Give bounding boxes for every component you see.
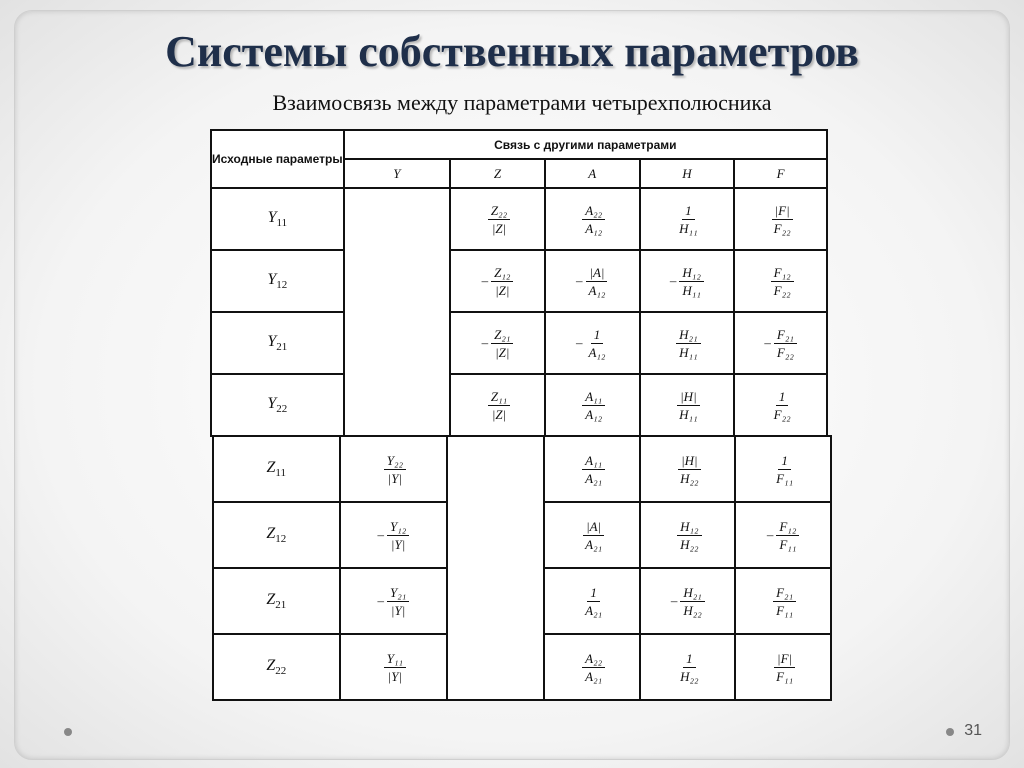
table-cell: [544, 436, 641, 502]
param-symbol: Z: [266, 590, 276, 608]
fraction: [579, 651, 605, 684]
table-cell: [640, 374, 735, 436]
table-cell: [640, 250, 735, 312]
minus-sign: –: [377, 527, 384, 542]
fraction: [673, 389, 700, 422]
numerator: F₁₂: [771, 265, 794, 282]
table-cell: [544, 568, 641, 634]
denominator: A₂₁: [585, 602, 603, 618]
fraction: [674, 519, 701, 552]
numerator: Y₂₂: [384, 453, 406, 470]
fraction: [770, 453, 796, 486]
empty-diagonal-cell: [344, 188, 451, 436]
param-index: 21: [275, 599, 287, 612]
page-number: 31: [964, 722, 982, 739]
numerator: Y₁₁: [384, 651, 406, 668]
numerator: Z₁₂: [491, 265, 513, 282]
table-cell: [640, 436, 735, 502]
table-row: [211, 250, 827, 312]
fraction: [673, 327, 700, 360]
fraction: [671, 585, 705, 618]
denominator: |Z|: [495, 344, 510, 360]
param-index: 11: [275, 467, 287, 480]
numerator: Z₂₁: [491, 327, 513, 344]
fraction: [381, 651, 406, 684]
denominator: |Y|: [387, 668, 403, 684]
minus-sign: –: [575, 335, 583, 350]
fraction: [768, 389, 794, 422]
numerator: |F|: [774, 651, 795, 668]
numerator: H₂₁: [676, 327, 700, 344]
fraction: [768, 265, 794, 298]
table-cell: [735, 568, 831, 634]
numerator: 1: [776, 389, 789, 406]
denominator: F₂₂: [773, 406, 791, 422]
y-parameters-table: [210, 129, 828, 437]
fraction: [485, 389, 510, 422]
denominator: A₁₂: [588, 344, 606, 360]
param-symbol: Y: [267, 394, 277, 412]
numerator: Y₁₂: [387, 519, 409, 536]
param-index: 12: [275, 533, 287, 546]
numerator: |A|: [583, 519, 604, 536]
table-cell: [640, 634, 735, 700]
table-cell: [640, 502, 735, 568]
slide-subtitle: Взаимосвязь между параметрами четырехполюсника: [272, 90, 772, 115]
fraction: [482, 265, 514, 298]
param-symbol: Z: [266, 458, 276, 476]
column-header-f: F: [734, 159, 827, 188]
minus-sign: –: [766, 527, 774, 542]
table-cell: [340, 436, 448, 502]
numerator: A₂₂: [582, 651, 605, 668]
fraction: [579, 203, 605, 236]
param-index: 22: [275, 665, 287, 678]
numerator: H₁₂: [679, 265, 703, 282]
numerator: F₂₁: [773, 585, 796, 602]
param-index: 22: [276, 403, 288, 416]
row-header-y12: [211, 250, 344, 312]
table-cell: [545, 312, 640, 374]
denominator: |Z|: [491, 406, 507, 422]
denominator: F₂₂: [773, 282, 791, 298]
denominator: F₂₂: [776, 344, 794, 360]
minus-sign: –: [670, 593, 678, 608]
numerator: 1: [587, 585, 600, 602]
row-header-z21: [213, 568, 340, 634]
row-header-y21: [211, 312, 344, 374]
denominator: A₂₁: [585, 536, 603, 552]
fraction: [482, 327, 514, 360]
table-cell: [734, 188, 827, 250]
numerator: |H|: [678, 453, 701, 470]
table-cell: [450, 312, 545, 374]
table-cell: [340, 568, 448, 634]
numerator: 1: [591, 327, 604, 344]
table-cell: [545, 374, 640, 436]
left-bullet-dot: [64, 728, 72, 736]
table-row: [211, 312, 827, 374]
fraction: [674, 453, 701, 486]
row-header-z12: [213, 502, 340, 568]
fraction: [767, 519, 799, 552]
param-symbol: Z: [266, 656, 276, 674]
denominator: |Y|: [390, 536, 406, 552]
table-cell: [545, 250, 640, 312]
param-symbol: Y: [267, 270, 277, 288]
numerator: 1: [778, 453, 791, 470]
fraction: [670, 265, 704, 298]
numerator: |F|: [772, 203, 793, 220]
denominator: |Z|: [491, 220, 507, 236]
fraction: [579, 519, 605, 552]
numerator: F₁₂: [776, 519, 799, 536]
table-cell: [735, 502, 831, 568]
numerator: Y₂₁: [387, 585, 409, 602]
table-cell: [640, 568, 735, 634]
table-cell: [735, 634, 831, 700]
table-cell: [544, 634, 641, 700]
numerator: H₁₂: [677, 519, 701, 536]
numerator: A₁₁: [582, 389, 605, 406]
denominator: H₁₁: [679, 406, 698, 422]
fraction: [579, 453, 605, 486]
denominator: H₂₂: [680, 668, 699, 684]
numerator: H₂₁: [680, 585, 704, 602]
column-header-y: Y: [344, 159, 451, 188]
table-cell: [450, 188, 545, 250]
column-header-a: A: [545, 159, 640, 188]
fraction: [381, 453, 406, 486]
numerator: A₁₁: [582, 453, 605, 470]
denominator: A₁₂: [585, 406, 603, 422]
denominator: H₂₂: [680, 470, 699, 486]
denominator: A₁₂: [585, 220, 603, 236]
param-symbol: Y: [267, 208, 277, 226]
denominator: |Y|: [387, 470, 403, 486]
fraction: [576, 265, 608, 298]
numerator: 1: [682, 203, 695, 220]
numerator: F₂₁: [774, 327, 797, 344]
param-index: 12: [276, 279, 288, 292]
table-cell: [544, 502, 641, 568]
fraction: [673, 203, 700, 236]
numerator: A₂₂: [582, 203, 605, 220]
minus-sign: –: [575, 273, 583, 288]
table-row: [211, 188, 827, 250]
fraction: [579, 389, 605, 422]
denominator: F₁₁: [776, 470, 794, 486]
table-row: [213, 436, 831, 502]
column-header-h: H: [640, 159, 735, 188]
fraction: [485, 203, 510, 236]
slide-title: Системы собственных параметров: [165, 27, 859, 76]
column-header-z: Z: [450, 159, 545, 188]
table-cell: [734, 374, 827, 436]
minus-sign: –: [669, 273, 677, 288]
denominator: H₂₂: [683, 602, 702, 618]
table-cell: [640, 188, 735, 250]
param-symbol: Y: [267, 332, 277, 350]
table-row: [211, 374, 827, 436]
param-index: 11: [276, 217, 288, 230]
table-cell: [450, 374, 545, 436]
relation-header: Связь с другими параметрами: [344, 130, 827, 159]
fraction: [579, 585, 605, 618]
row-header-z11: [213, 436, 340, 502]
param-symbol: Z: [266, 524, 276, 542]
fraction: [377, 519, 409, 552]
denominator: H₁₁: [679, 344, 698, 360]
minus-sign: –: [481, 273, 489, 288]
fraction: [764, 327, 796, 360]
denominator: |Z|: [495, 282, 510, 298]
numerator: Z₁₁: [488, 389, 510, 406]
minus-sign: –: [481, 335, 489, 350]
denominator: F₁₁: [776, 668, 794, 684]
numerator: |A|: [586, 265, 607, 282]
table-cell: [734, 250, 827, 312]
fraction: [576, 327, 608, 360]
denominator: A₂₁: [585, 470, 603, 486]
table-cell: [734, 312, 827, 374]
table-cell: [735, 436, 831, 502]
numerator: Z₂₂: [488, 203, 510, 220]
source-params-header: Исходные параметры: [211, 130, 344, 188]
row-header-z22: [213, 634, 340, 700]
denominator: A₂₁: [585, 668, 603, 684]
numerator: 1: [683, 651, 696, 668]
denominator: H₁₁: [679, 220, 698, 236]
fraction: [768, 203, 794, 236]
denominator: F₂₂: [773, 220, 791, 236]
empty-diagonal-cell: [447, 436, 544, 700]
denominator: F₁₁: [779, 536, 797, 552]
numerator: |H|: [677, 389, 700, 406]
z-parameters-table: [212, 435, 832, 701]
denominator: |Y|: [390, 602, 406, 618]
fraction: [377, 585, 409, 618]
denominator: F₁₁: [776, 602, 794, 618]
minus-sign: –: [764, 335, 771, 350]
denominator: H₂₂: [680, 536, 699, 552]
minus-sign: –: [377, 593, 384, 608]
denominator: H₁₁: [682, 282, 701, 298]
right-bullet-dot: [946, 728, 954, 736]
table-cell: [340, 502, 448, 568]
fraction: [770, 585, 796, 618]
table-cell: [640, 312, 735, 374]
table-cell: [450, 250, 545, 312]
fraction: [770, 651, 796, 684]
param-index: 21: [276, 341, 288, 354]
denominator: A₁₂: [588, 282, 606, 298]
fraction: [674, 651, 701, 684]
table-cell: [545, 188, 640, 250]
row-header-y11: [211, 188, 344, 250]
table-cell: [340, 634, 448, 700]
row-header-y22: [211, 374, 344, 436]
